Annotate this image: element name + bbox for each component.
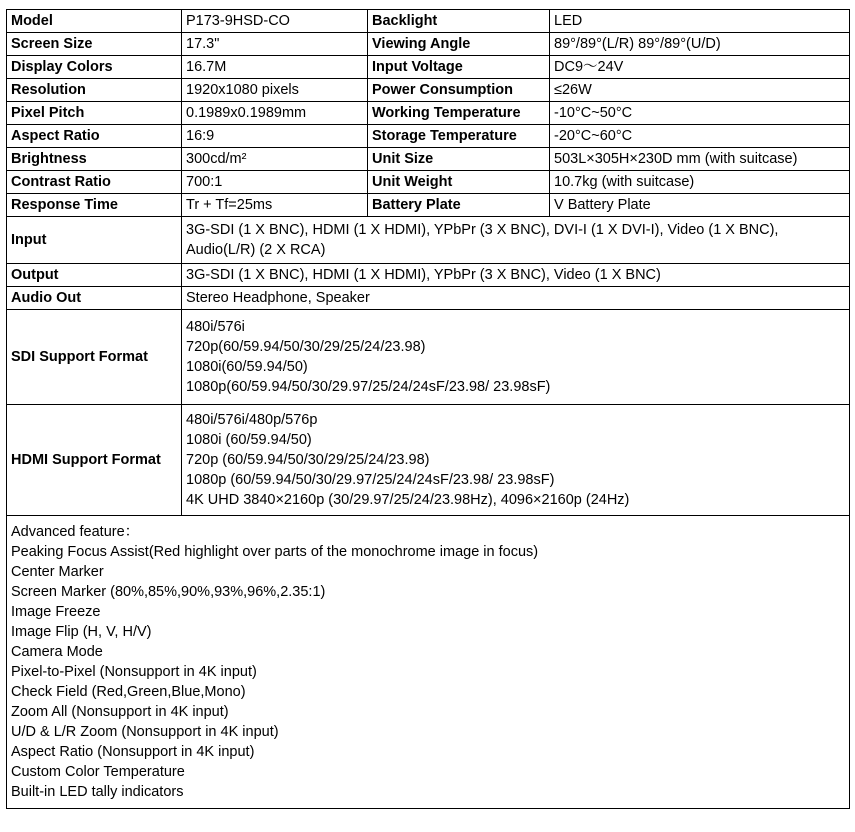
audio-out-value: Stereo Headphone, Speaker [182,287,850,310]
spec-row [7,79,850,102]
advanced-feature-item: Camera Mode [11,644,103,660]
hdmi-format-line: 1080i (60/59.94/50) [186,432,312,448]
spec-value: 0.1989x0.1989mm [182,102,368,125]
spec-row [7,102,850,125]
hdmi-format-line: 1080p (60/59.94/50/30/29.97/25/24/24sF/23.98/ 23.98sF) [186,472,555,488]
advanced-feature-item: Pixel-to-Pixel (Nonsupport in 4K input) [11,664,257,680]
spec-value: -10°C~50°C [550,102,850,125]
spec-value: 89°/89°(L/R) 89°/89°(U/D) [550,33,850,56]
advanced-feature-item: U/D & L/R Zoom (Nonsupport in 4K input) [11,724,279,740]
spec-label: Input Voltage [368,56,550,79]
spec-label: Contrast Ratio [7,171,182,194]
spec-value: 1920x1080 pixels [182,79,368,102]
advanced-feature-item: Custom Color Temperature [11,764,185,780]
output-label: Output [7,264,182,287]
input-label: Input [7,217,182,264]
spec-value: 503L×305H×230D mm (with suitcase) [550,148,850,171]
hdmi-format-line: 4K UHD 3840×2160p (30/29.97/25/24/23.98Hz), 4096×2160p (24Hz) [186,492,630,508]
spec-label: Unit Size [368,148,550,171]
spec-label: Unit Weight [368,171,550,194]
sdi-format-line: 1080p(60/59.94/50/30/29.97/25/24/24sF/23.98/ 23.98sF) [186,379,551,395]
hdmi-format-label: HDMI Support Format [7,405,182,516]
advanced-feature-item: Image Freeze [11,604,101,620]
advanced-feature-item: Built-in LED tally indicators [11,784,184,800]
sdi-format-line: 480i/576i [186,319,245,335]
audio-out-row [7,287,850,310]
input-value [182,217,850,264]
spec-value: ≤26W [550,79,850,102]
advanced-features-heading: Advanced feature： [11,524,140,540]
spec-value: 300cd/m² [182,148,368,171]
advanced-feature-item: Check Field (Red,Green,Blue,Mono) [11,684,246,700]
advanced-features [7,516,850,809]
spec-table-body-lower [7,217,850,809]
spec-label: Viewing Angle [368,33,550,56]
hdmi-format-line: 480i/576i/480p/576p [186,412,318,428]
spec-value: 17.3" [182,33,368,56]
spec-row [7,171,850,194]
spec-value: -20°C~60°C [550,125,850,148]
spec-label: Aspect Ratio [7,125,182,148]
spec-value: 16.7M [182,56,368,79]
sdi-format-line: 1080i(60/59.94/50) [186,359,308,375]
hdmi-format-row [7,405,850,516]
spec-label: Storage Temperature [368,125,550,148]
spec-value: 700:1 [182,171,368,194]
audio-out-label: Audio Out [7,287,182,310]
spec-label: Response Time [7,194,182,217]
spec-value: 16:9 [182,125,368,148]
output-row [7,264,850,287]
spec-label: Resolution [7,79,182,102]
spec-row [7,56,850,79]
spec-label: Power Consumption [368,79,550,102]
advanced-feature-item: Center Marker [11,564,104,580]
hdmi-format-line: 720p (60/59.94/50/30/29/25/24/23.98) [186,452,430,468]
spec-row [7,148,850,171]
spec-value: LED [550,10,850,33]
spec-row [7,125,850,148]
spec-label: Backlight [368,10,550,33]
spec-label: Brightness [7,148,182,171]
spec-table [6,9,850,809]
spec-value: Tr + Tf=25ms [182,194,368,217]
spec-table-body [7,10,850,217]
spec-value: P173-9HSD-CO [182,10,368,33]
spec-label: Battery Plate [368,194,550,217]
spec-value: 10.7kg (with suitcase) [550,171,850,194]
spec-row [7,33,850,56]
advanced-feature-item: Image Flip (H, V, H/V) [11,624,152,640]
advanced-feature-item: Aspect Ratio (Nonsupport in 4K input) [11,744,255,760]
advanced-feature-item: Zoom All (Nonsupport in 4K input) [11,704,229,720]
input-line: Audio(L/R) (2 X RCA) [186,242,326,258]
spec-label: Display Colors [7,56,182,79]
spec-label: Pixel Pitch [7,102,182,125]
spec-label: Screen Size [7,33,182,56]
advanced-feature-item: Peaking Focus Assist(Red highlight over parts of the monochrome image in focus) [11,544,539,560]
sdi-format-value [182,310,850,405]
sdi-format-label: SDI Support Format [7,310,182,405]
advanced-feature-item: Screen Marker (80%,85%,90%,93%,96%,2.35:1) [11,584,326,600]
spec-value: V Battery Plate [550,194,850,217]
spec-label: Model [7,10,182,33]
spec-label: Working Temperature [368,102,550,125]
sdi-format-line: 720p(60/59.94/50/30/29/25/24/23.98) [186,339,426,355]
spec-row [7,194,850,217]
advanced-features-row [7,516,850,809]
spec-row [7,10,850,33]
input-row [7,217,850,264]
output-value: 3G-SDI (1 X BNC), HDMI (1 X HDMI), YPbPr (3 X BNC), Video (1 X BNC) [182,264,850,287]
hdmi-format-value [182,405,850,516]
sdi-format-row [7,310,850,405]
spec-value: DC9～24V [550,56,850,79]
input-line: 3G-SDI (1 X BNC), HDMI (1 X HDMI), YPbPr (3 X BNC), DVI-I (1 X DVI-I), Video (1 X BNC), [186,222,779,238]
